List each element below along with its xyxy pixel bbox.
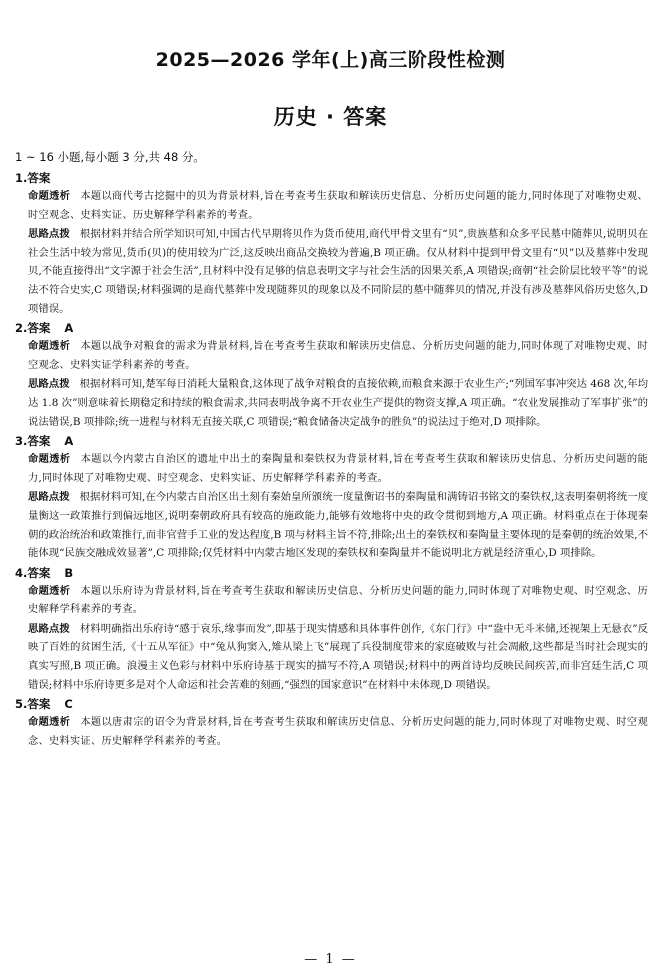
- answer-value: B: [64, 565, 74, 580]
- question-number: 4.: [15, 565, 28, 580]
- question-number: 2.: [15, 321, 28, 336]
- question-header: [15, 168, 648, 188]
- intent-text: 本题以唐肃宗的诏令为背景材料,旨在考查考生获取和解读历史信息、分析历史问题的能力,同时体现了对唯物史观、时空观念、史料实证、历史解释学科素养的考查。: [28, 717, 648, 747]
- intent-text: 本题以战争对粮食的需求为背景材料,旨在考查考生获取和解读历史信息、分析历史问题的能力,同时体现了对唯物史观、时空观念、史料实证学科素养的考查。: [28, 341, 648, 371]
- thinking-text: 材料明确指出乐府诗“感于哀乐,缘事而发”,即基于现实情感和具体事件创作,《东门行》中“盎中无斗米储,还视架上无悬衣”反映了百姓的贫困生活,《十五从军征》中“兔从狗窦入,雉从梁上飞”展现了兵役制度带来的家庭破败与社会凋敝,这些都是当时社会现实的真实写照,B 项正确。浪漫主义色彩与材料中乐府诗基于现实的描写不符,A 项错误;材料中的两首诗均反映民间疾苦,而非宫廷生活,C 项错误;材料中乐府诗更多是对个人命运和社会苦难的刻画,“强烈的国家意识”在材料中未体现,D 项错误。: [28, 622, 648, 691]
- thinking-text: 根据材料可知,在今内蒙古自治区出土刻有秦始皇所颁统一度量衡诏书的秦陶量和满铸诏书铭文的秦铁权,这表明秦朝将统一度量衡这一政策推行到偏远地区,说明秦朝政府具有较高的施政能力,能够有效地将中央的政令贯彻到地方,A 项正确。材料重点在于体现秦朝的政治统治和政策推行,而非官营手工业的发达程度,B 项与材料主旨不符,排除;出土的秦铁权和秦陶量主要体现的是秦朝的统治效果,不能体现“民族交融成效显著”,C 项排除;仅凭材料中内蒙古地区发现的秦铁权和秦陶量并不能说明北方就是经济重心,D 项排除。: [28, 491, 649, 560]
- intent-text: 本题以乐府诗为背景材料,旨在考查考生获取和解读历史信息、分析历史问题的能力,同时体现了对唯物史观、时空观念、历史解释学科素养的考查。: [28, 585, 648, 616]
- thinking-label: 思路点拨: [28, 378, 70, 391]
- answer-label: 答案: [27, 171, 51, 185]
- answer-value: A: [64, 321, 74, 336]
- question-number: 3.: [15, 434, 28, 449]
- thinking-label: 思路点拨: [28, 491, 70, 504]
- document-body: [15, 148, 648, 751]
- intent-paragraph: [15, 583, 648, 620]
- question-number: 5.: [15, 697, 28, 712]
- intent-paragraph: [15, 338, 648, 375]
- answer-label: 答案: [27, 697, 51, 712]
- question-4: [15, 563, 648, 695]
- thinking-paragraph: [15, 620, 648, 694]
- answer-label: 答案: [27, 434, 51, 449]
- answer-value: C: [64, 697, 73, 712]
- question-number: 1.: [15, 171, 28, 185]
- question-1: [15, 168, 648, 318]
- thinking-text: 根据材料并结合所学知识可知,中国古代早期将贝作为货币使用,商代甲骨文里有“贝”,贵族墓和众多平民墓中随葬贝,说明贝在社会生活中较为常见,货币(贝)的使用较为广泛,这反映出商品交换较为普遍,B 项正确。仅从材料中提到甲骨文里有“贝”以及墓葬中发现贝,不能直接得出“文字源于社会生活”,且材料中没有足够的信息表明文字与社会生活的因果关系,A 项错误;商朝“社会阶层比较平等”的说法不符合史实,C 项错误;材料强调的是商代墓葬中发现随葬贝的现象以及不同阶层的墓中随葬贝的情况,并没有涉及墓葬风俗历史悠久,D 项错误。: [28, 228, 648, 315]
- intent-text: 本题以今内蒙古自治区的遗址中出土的秦陶量和秦铁权为背景材料,旨在考查考生获取和解读历史信息、分析历史问题的能力,同时体现了对唯物史观、时空观念、史料实证、历史解释学科素养的考查。: [28, 454, 648, 484]
- question-5: [15, 694, 648, 751]
- thinking-paragraph: [15, 488, 648, 562]
- question-header: [15, 563, 648, 583]
- intent-paragraph: [15, 188, 648, 225]
- page-subtitle: 历史 · 答案: [273, 105, 388, 129]
- scoring-intro: 1 ~ 16 小题,每小题 3 分,共 48 分。: [15, 150, 205, 164]
- page-number: — 1 —: [304, 952, 357, 967]
- thinking-paragraph: [15, 375, 648, 431]
- question-header: [15, 694, 648, 714]
- intent-label: 命题透析: [28, 341, 71, 353]
- page-title: 2025—2026 学年(上)高三阶段性检测: [155, 49, 506, 71]
- intent-paragraph: [15, 714, 648, 751]
- intent-paragraph: [15, 451, 648, 488]
- intent-label: 命题透析: [28, 454, 71, 466]
- thinking-text: 根据材料可知,楚军每日消耗大量粮食,这体现了战争对粮食的直接依赖,而粮食来源于农业生产;“列国军事冲突达 468 次,年均达 1.8 次”则意味着长期稳定和持续的粮食需求,共同表明战争离不开农业生产提供的物资支撑,A 项正确。“农业发展推动了军事扩张”的说法错误,B 项排除;统一进程与材料无直接关联,C 项错误;“粮食储备决定战争的胜负”的说法过于绝对,D 项排除。: [28, 378, 648, 428]
- intent-text: 本题以商代考古挖掘中的贝为背景材料,旨在考查考生获取和解读历史信息、分析历史问题的能力,同时体现了对唯物史观、时空观念、史料实证、历史解释学科素养的考查。: [28, 191, 648, 221]
- intent-label: 命题透析: [28, 585, 71, 597]
- question-2: [15, 318, 648, 431]
- question-header: [15, 318, 648, 338]
- thinking-label: 思路点拨: [28, 228, 70, 241]
- answer-value: A: [64, 434, 74, 449]
- intent-label: 命题透析: [28, 191, 71, 202]
- question-3: [15, 431, 648, 563]
- answer-label: 答案: [27, 321, 51, 336]
- question-header: [15, 431, 648, 451]
- answer-label: 答案: [27, 565, 51, 580]
- thinking-label: 思路点拨: [28, 622, 70, 635]
- intent-label: 命题透析: [28, 717, 71, 729]
- thinking-paragraph: [15, 225, 648, 318]
